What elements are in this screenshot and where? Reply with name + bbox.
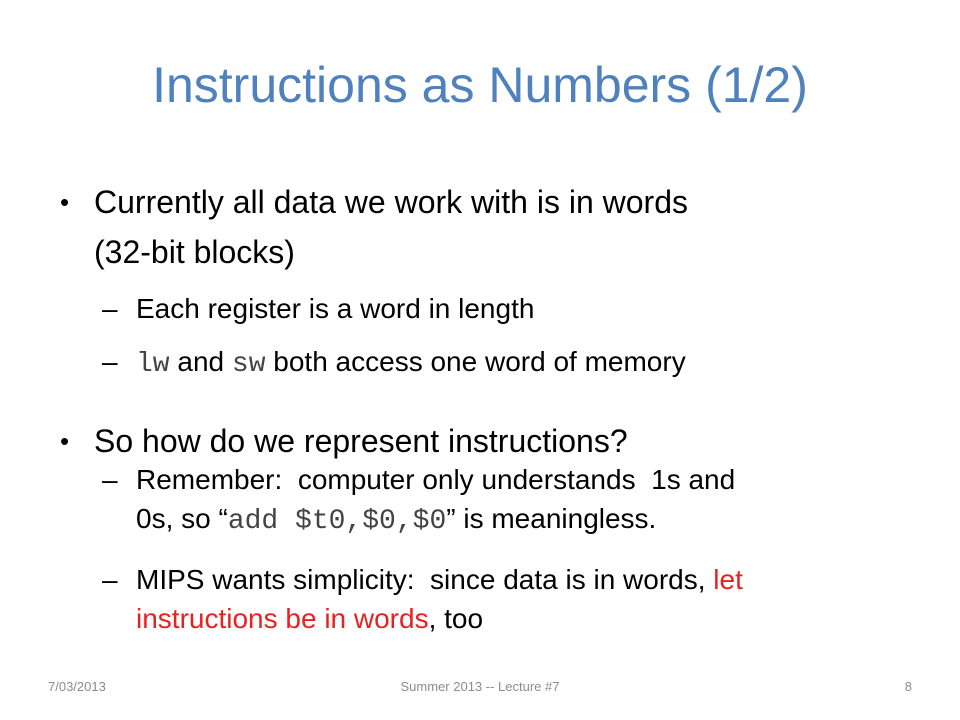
highlight-let: let <box>713 564 743 595</box>
code-lw: lw <box>136 349 170 380</box>
bullet-2 <box>60 416 628 466</box>
code-sw: sw <box>231 349 266 380</box>
dash-marker: – <box>102 346 118 377</box>
dash-marker: – <box>102 293 118 324</box>
bullet-1-line1: Currently all data we work with is in words <box>94 184 688 220</box>
sub-bullet-remember-line1: Remember: computer only understands 1s and <box>136 464 736 495</box>
sub-bullet-lw-sw <box>102 342 686 384</box>
text-and: and <box>169 346 232 377</box>
text-pre: 0s, so “ <box>136 503 228 534</box>
sub-bullet-register-text: Each register is a word in length <box>136 293 535 324</box>
bullet-1 <box>60 177 688 277</box>
highlight-instructions: instructions be in words <box>136 603 429 634</box>
footer-date: 7/03/2013 <box>48 679 106 694</box>
bullet-1-line2: (32-bit blocks) <box>94 234 295 270</box>
dash-marker: – <box>102 564 118 595</box>
sub-bullet-mips-line2 <box>136 599 743 638</box>
bullet-marker: • <box>60 426 70 456</box>
text-post: ” is meaningless. <box>446 503 657 534</box>
text-pre: MIPS wants simplicity: since data is in words, <box>136 564 714 595</box>
sub-bullet-mips-line1 <box>136 560 743 599</box>
sub-bullet-remember-line2 <box>136 499 735 541</box>
dash-marker: – <box>102 464 118 495</box>
slide-title: Instructions as Numbers (1/2) <box>152 57 808 113</box>
sub-bullet-remember <box>102 460 736 541</box>
code-add: add $t0,$0,$0 <box>227 506 447 537</box>
footer-page-number: 8 <box>904 679 912 694</box>
text-rest: both access one word of memory <box>265 346 686 377</box>
footer-center: Summer 2013 -- Lecture #7 <box>400 679 560 694</box>
bullet-marker: • <box>60 187 70 217</box>
sub-bullet-mips <box>102 560 743 638</box>
bullet-2-line1: So how do we represent instructions? <box>94 423 628 459</box>
sub-bullet-register <box>102 289 535 328</box>
text-post: , too <box>428 603 484 634</box>
